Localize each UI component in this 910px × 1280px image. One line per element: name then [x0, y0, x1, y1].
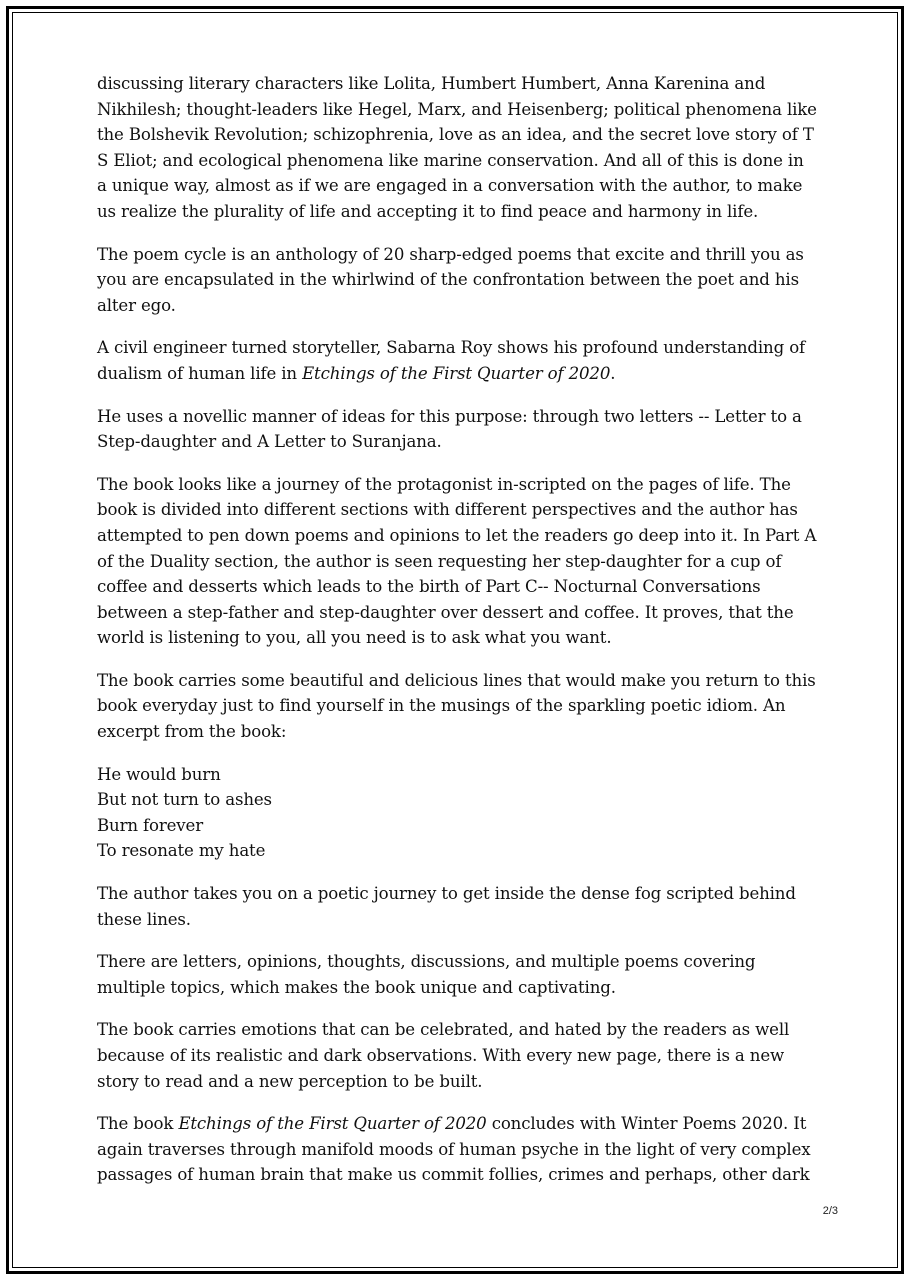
paragraph-3-end: . [610, 363, 616, 383]
book-title: Etchings of the First Quarter of 2020 [302, 363, 611, 383]
poem-line: But not turn to ashes [97, 790, 272, 810]
page-number: 2/3 [822, 1205, 838, 1217]
poem-excerpt [97, 762, 817, 864]
poem-line: Burn forever [97, 815, 203, 835]
paragraph-10-text: The book [97, 1114, 179, 1134]
paragraph-9: The book carries emotions that can be celebrated, and hated by the readers as well because of its realistic and dark observations. With every new page, there is a new story to read and a new perception to be built. [97, 1020, 790, 1091]
paragraph-10-end: concludes with Winter Poems 2020. It again traverses through manifold moods of human psyche in the light of very complex passages of human brain that make us commit follies, crimes and perhaps, other dark [97, 1114, 811, 1185]
poem-line: He would burn [97, 764, 221, 784]
paragraph-6: The book carries some beautiful and delicious lines that would make you return to this book everyday just to find yourself in the musings of the sparkling poetic idiom. An excerpt from the book: [97, 670, 816, 742]
paragraph-3-text: A civil engineer turned storyteller, Sabarna Roy shows his profound understanding of dualism of human life in [97, 338, 806, 383]
paragraph-1: discussing literary characters like Lolita, Humbert Humbert, Anna Karenina and Nikhilesh; thought-leaders like Hegel, Marx, and Heisenberg; political phenomena like the Bolshevik Revolution; schizophrenia, love as an idea, and the secret love story of T S Eliot; and ecological phenomena like marine conservation. And all of this is done in a unique way, almost as if we are engaged in a conversation with the author, to make us realize the plurality of life and accepting it to find peace and harmony in life. [97, 74, 817, 221]
article-body [97, 71, 817, 1205]
paragraph-7: The author takes you on a poetic journey to get inside the dense fog scripted behind these lines. [97, 884, 796, 929]
paragraph-5: The book looks like a journey of the protagonist in-scripted on the pages of life. The book is divided into different sections with different perspectives and the author has attempted to pen down poems and opinions to let the readers go deep into it. In Part A of the Duality section, the author is seen requesting her step-daughter for a cup of coffee and desserts which leads to the birth of Part C-- Nocturnal Conversations between a step-father and step-daughter over dessert and coffee. It proves, that the world is listening to you, all you need is to ask what you want. [97, 474, 817, 648]
paragraph-2: The poem cycle is an anthology of 20 sharp-edged poems that excite and thrill you as you are encapsulated in the whirlwind of the confrontation between the poet and his alter ego. [97, 244, 804, 315]
paragraph-4: He uses a novellic manner of ideas for this purpose: through two letters -- Letter to a Step-daughter and A Letter to Suranjana. [97, 406, 802, 452]
paragraph-8: There are letters, opinions, thoughts, discussions, and multiple poems covering multiple topics, which makes the book unique and captivating. [97, 952, 756, 997]
paragraph-3 [97, 335, 817, 386]
book-title: Etchings of the First Quarter of 2020 [178, 1114, 487, 1134]
paragraph-10 [97, 1111, 817, 1188]
poem-line: To resonate my hate [97, 841, 266, 861]
